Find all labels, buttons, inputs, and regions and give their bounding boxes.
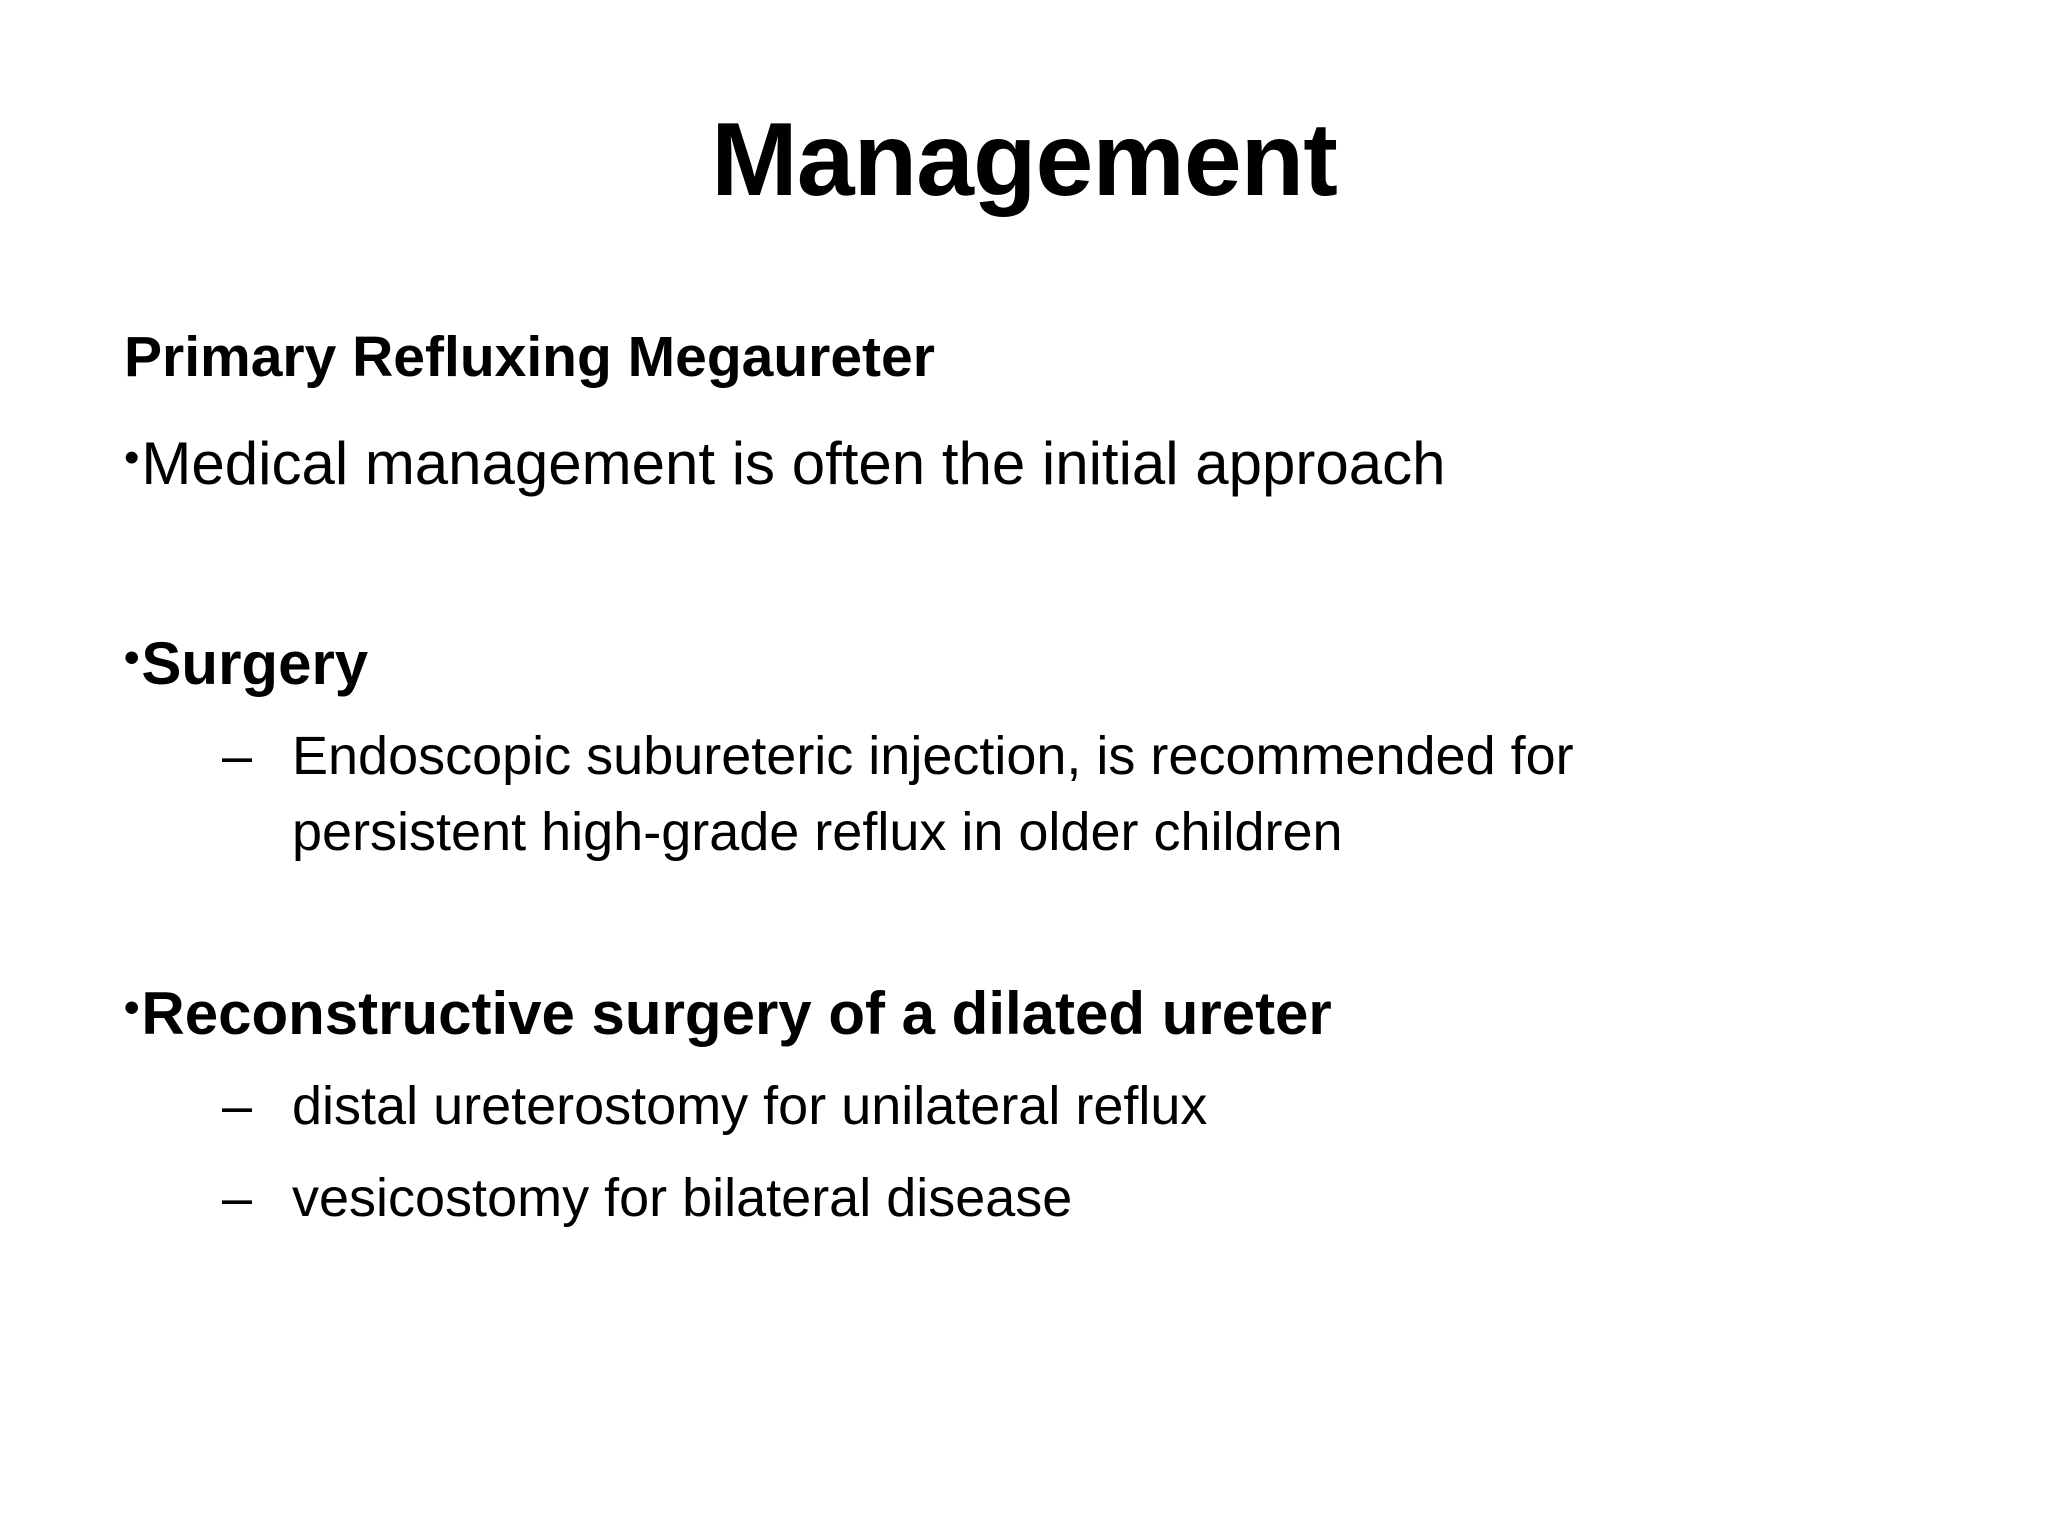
subitem-distal-ureterostomy [222,1068,1742,1144]
slide-title: Management [711,102,1337,218]
bullet-marker: • [124,433,140,482]
subitem-marker: – [222,1076,253,1136]
bullet-text: Surgery [141,630,369,697]
bullet-marker: • [124,633,140,682]
subitem-text: Endoscopic subureteric injection, is recommended for persistent high-grade reflux in older children [292,726,1574,862]
bullet-marker: • [124,983,140,1032]
subitem-endoscopic-injection [222,718,1742,870]
subitem-text: vesicostomy for bilateral disease [292,1168,1073,1228]
bullet-surgery [124,620,368,702]
subitem-marker: – [222,726,253,786]
bullet-reconstructive-surgery [124,970,1332,1052]
subitem-text: distal ureterostomy for unilateral reflux [292,1076,1208,1136]
subitem-vesicostomy [222,1160,1742,1236]
bullet-text: Reconstructive surgery of a dilated ureter [141,980,1332,1047]
subitem-marker: – [222,1168,253,1228]
bullet-medical-management [124,420,1446,502]
section-subheading: Primary Refluxing Megaureter [124,325,935,389]
bullet-text: Medical management is often the initial approach [141,430,1446,497]
